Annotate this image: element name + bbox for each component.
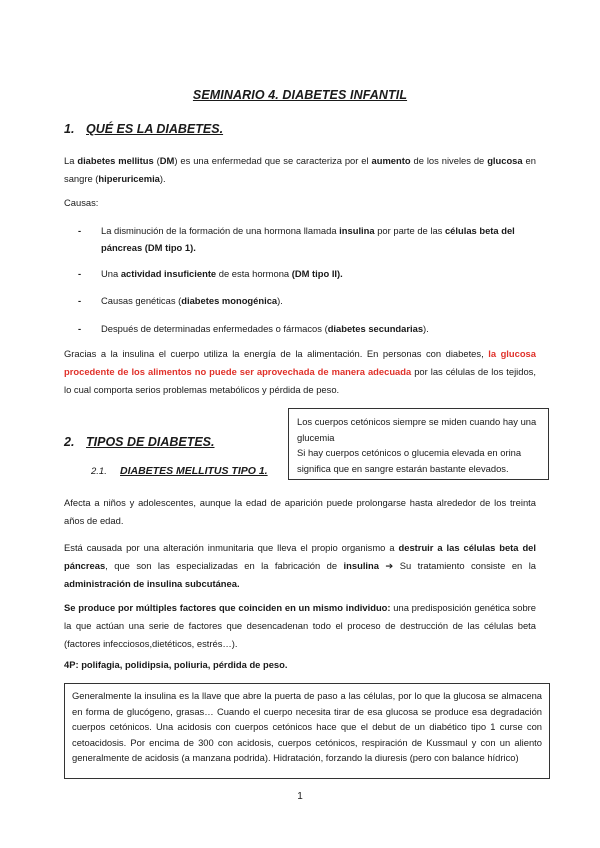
document-title: SEMINARIO 4. DIABETES INFANTIL bbox=[192, 88, 408, 102]
text-run: Una bbox=[101, 268, 121, 279]
onset-paragraph bbox=[64, 494, 536, 530]
insulin-text bbox=[64, 345, 536, 399]
text-run: una predisposición genética sobre la que actúan una serie de factores que desencadenan todo el proceso de destrucción de las células beta (factores infecciosos,dietéticos, estrés…). bbox=[64, 602, 537, 649]
bold-text: aumento bbox=[371, 155, 411, 166]
insulin-paragraph bbox=[64, 345, 536, 399]
text-run: La disminución de la formación de una hormona llamada bbox=[101, 225, 340, 236]
text-run: ) es una enfermedad que se caracteriza por el bbox=[174, 155, 372, 166]
bold-text: destruir a las células beta del páncreas bbox=[64, 542, 537, 571]
bold-text: Se produce por múltiples factores que coinciden en un mismo individuo: bbox=[64, 602, 391, 613]
section-1-number: 1. bbox=[64, 122, 75, 136]
bold-text: insulina bbox=[339, 225, 375, 236]
page-number: 1 bbox=[297, 791, 303, 802]
text-run: en sangre ( bbox=[64, 155, 536, 184]
cause-paragraph bbox=[64, 539, 536, 593]
bullet-dash-icon: - bbox=[78, 295, 82, 306]
subsection-heading bbox=[91, 465, 268, 477]
text-run: La bbox=[64, 155, 78, 166]
bold-text: DM bbox=[159, 155, 175, 166]
subsection-number: 2.1. bbox=[91, 466, 107, 477]
cause-text bbox=[101, 265, 536, 282]
definition-text bbox=[64, 152, 536, 188]
ketone-info-text: Generalmente la insulina es la llave que abre la puerta de paso a las células, por lo que la glucosa se almacena en forma de glucógeno, grasas… Cuando el cuerpo necesita tirar de esa glucosa se produce esa degradación cuerpos cetónicos. Una acidosis con cuerpos cetónicos hace que el debut de un diabético tipo 1 curse con cetoacidosis. Por encima de 300 con acidosis, cuerpos cetónicos, respiración de Kussmaul y con un aliento generalmente de acidosis (a manzana podrida). Hidratación, forzando la diuresis (pero con balance hídrico) bbox=[72, 690, 542, 763]
text-run: de los niveles de bbox=[410, 155, 488, 166]
definition-paragraph bbox=[64, 152, 536, 188]
autoimmune-text bbox=[64, 539, 536, 593]
bullet-dash-icon: - bbox=[78, 268, 82, 279]
section-1-title: QUÉ ES LA DIABETES. bbox=[86, 122, 224, 136]
bold-text: insulina bbox=[343, 560, 379, 571]
bold-text: (DM tipo II). bbox=[291, 268, 343, 279]
text-run: ➔ Su tratamiento consiste en la bbox=[378, 560, 536, 571]
text-run: , que son las especializadas en la fabricación de bbox=[105, 560, 344, 571]
factors-text bbox=[64, 599, 536, 653]
section-2-title: TIPOS DE DIABETES. bbox=[86, 435, 215, 449]
text-run: Después de determinadas enfermedades o fármacos ( bbox=[101, 323, 328, 334]
text-run: Gracias a la insulina el cuerpo utiliza la energía de la alimentación. En personas con diabetes, bbox=[64, 348, 489, 359]
bold-text: diabetes secundarias bbox=[327, 323, 424, 334]
text-run: de esta hormona bbox=[216, 268, 292, 279]
bold-text: actividad insuficiente bbox=[120, 268, 217, 279]
text-run: por parte de las bbox=[374, 225, 445, 236]
bold-text: administración de insulina subcutánea. bbox=[64, 578, 240, 589]
cause-item bbox=[78, 222, 536, 256]
section-1-heading bbox=[64, 122, 223, 136]
text-run: Causas genéticas ( bbox=[101, 295, 182, 306]
four-p-line: 4P: polifagia, polidipsia, poliuria, pérdida de peso. bbox=[64, 659, 288, 670]
text-run: ). bbox=[277, 295, 283, 306]
onset-text bbox=[64, 494, 536, 530]
section-2-number: 2. bbox=[64, 435, 75, 449]
section-2-heading bbox=[64, 435, 215, 449]
bold-text: (DM tipo 1). bbox=[144, 242, 196, 253]
cause-text bbox=[101, 292, 536, 309]
bold-text: hiperuricemia bbox=[98, 173, 160, 184]
bullet-dash-icon: - bbox=[78, 323, 82, 334]
text-run: Está causada por una alteración inmunitaria que lleva el propio organismo a bbox=[64, 542, 399, 553]
note-line: Si hay cuerpos cetónicos o glucemia elevada en orina significa que en sangre estarán bastante elevados. bbox=[297, 447, 522, 474]
text-run: ). bbox=[423, 323, 429, 334]
ketone-info-box bbox=[64, 683, 550, 779]
factors-paragraph bbox=[64, 599, 536, 653]
cause-item bbox=[78, 292, 536, 309]
text-run: por las células de los tejidos, lo cual comporta serios problemas metabólicos y pérdida de peso. bbox=[64, 366, 536, 395]
cause-text bbox=[101, 320, 536, 337]
bold-text: células beta del páncreas bbox=[101, 225, 515, 253]
text-run: ( bbox=[153, 155, 160, 166]
bold-text: diabetes monogénica bbox=[181, 295, 278, 306]
note-line: Los cuerpos cetónicos siempre se miden cuando hay una glucemia bbox=[297, 416, 537, 443]
note-box bbox=[288, 408, 549, 480]
bullet-dash-icon: - bbox=[78, 225, 82, 236]
cause-item bbox=[78, 320, 536, 337]
text-run: Afecta a niños y adolescentes, aunque la edad de aparición puede prolongarse hasta alrededor de los treinta años de edad. bbox=[64, 497, 536, 526]
causes-label: Causas: bbox=[64, 197, 99, 208]
subsection-title: DIABETES MELLITUS TIPO 1. bbox=[120, 465, 268, 477]
cause-text bbox=[101, 222, 536, 256]
highlight-text: la glucosa procedente de los alimentos no puede ser aprovechada de manera adecuada bbox=[64, 348, 536, 377]
text-run: ). bbox=[159, 173, 166, 184]
bold-text: glucosa bbox=[487, 155, 523, 166]
bold-text: diabetes mellitus bbox=[77, 155, 154, 166]
cause-item bbox=[78, 265, 536, 282]
